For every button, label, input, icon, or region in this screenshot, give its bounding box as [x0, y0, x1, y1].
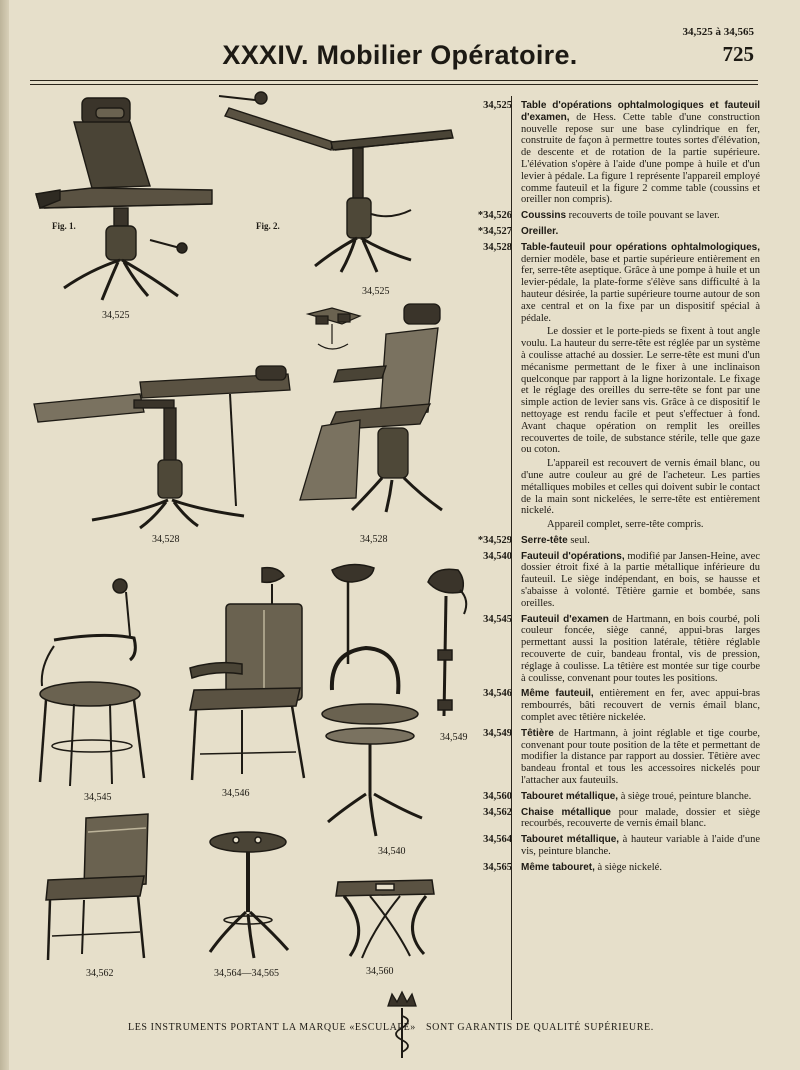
item-text: dernier modèle, base et partie supérieure entièrement en fer, serre-tête aseptique. Grâce à une pompe à huile et un levier-pédale, la plate-forme s'élève sans difficulté à la hauteur désirée, la partie supérieure tourne autour de son axe central et on la fixe par un dispositif spécial à pédale. — [521, 253, 760, 324]
page-number: 725 — [722, 42, 754, 66]
item-paragraph: Le dossier et le porte-pieds se fixent à tout angle voulu. La hauteur du serre-tête est réglée par un système à coulisse attaché au dossier. Le serre-tête est muni d'un mécanisme permettant de le fixer à une inclinaison quelconque par rapport à la ligne horizontale. Le fixage et le réglage des oreilles du serre-tête se font par une simple action de levier sans vis. Grâce à ce dispositif le nettoyage est rendu facile et peut s'effectuer à fond. Avant chaque opération on remplit les oreilles recouvertes de toile, de substance stérile, telle que gaze ou coton. — [521, 326, 760, 456]
item-text: à siège troué, peinture blanche. — [618, 790, 752, 802]
figure-caption: 34,546 — [222, 788, 250, 799]
list-item — [468, 614, 760, 685]
item-title: Serre-tête — [521, 534, 568, 546]
list-item — [468, 807, 760, 831]
item-number: 34,562 — [483, 806, 512, 818]
metal-chair-icon — [44, 812, 154, 964]
list-item — [468, 791, 760, 803]
item-title: Oreiller. — [521, 225, 559, 237]
list-item — [468, 551, 760, 610]
figure-caption: 34,525 — [102, 310, 130, 321]
item-number: 34,560 — [483, 790, 512, 802]
item-text: modifié par Jansen-Heine, avec dossier étroit fixé à la partie métallique inférieure du fauteuil. Le siège indépendant, en bois, se hausse et s'abaisse à volonté. Têtière garnie et bombée, sans oreilles. — [521, 550, 761, 609]
examination-chair-icon — [322, 560, 432, 846]
header-rule-thin — [30, 84, 758, 85]
item-title: Coussins — [521, 210, 567, 222]
operating-table-icon — [30, 360, 292, 538]
item-number: 34,546 — [483, 688, 512, 700]
item-paragraph: L'appareil est recouvert de vernis émail blanc, ou d'une autre couleur au gré de l'acheteur. Les parties métalliques mobiles et celles qui doivent subir le contact de la main sont nickelées, le serre-tête est entièrement nickelé. — [521, 458, 760, 517]
item-number: 34,540 — [483, 550, 512, 562]
figure-caption: 34,564—34,565 — [214, 968, 279, 979]
item-title: Têtière — [521, 727, 554, 739]
item-title: Table d'opérations ophtalmologiques et fauteuil d'examen, — [521, 100, 760, 123]
header-rule — [30, 80, 758, 81]
iron-armchair-icon — [186, 564, 312, 786]
figure-caption: 34,549 — [440, 732, 468, 743]
item-title: Tabouret métallique, — [521, 790, 619, 802]
adjustable-stool-icon — [204, 828, 294, 964]
item-text: de Hartmann, à joint réglable et tige courbe, convenant pour toute position de la tête et permettant de modifier la distance par rapport au dossier. Têtière avec bandeau frontal et tous les accessoires nickelés pour l'attacher aux fauteuils. — [521, 727, 760, 787]
ophthalmic-chair-icon — [30, 90, 220, 315]
figure-caption: 34,525 — [362, 286, 390, 297]
item-text: de Hartmann, en bois courbé, poli couleur foncée, siège canné, appui-bras larges permettant aussi la position latérale, têtière réglable recouverte de cuir, bandeau frontal, vis de pression, réglage à coulisse. La têtière est montée sur tige courbe à coulisse, convenant pour toutes les positions. — [521, 613, 760, 684]
page-range: 34,525 à 34,565 — [682, 26, 754, 38]
item-title: Même fauteuil, — [521, 688, 594, 700]
item-title: Chaise métallique — [521, 806, 611, 818]
item-text: de Hess. Cette table d'une construction nouvelle repose sur une base cylindrique en fer, construite de façon à permettre toutes sortes d'élévation, de descente et de rotation de la partie supérieure. L'élévation s'opère à l'aide d'une pompe à huile et d'un levier à pédale. La figure 1 représente l'appareil employé comme fauteuil et la figure 2 comme table (coussins et oreiller non compris). — [521, 111, 760, 206]
item-text: entièrement en fer, avec appui-bras rembourrés, bâti recouvert de vernis émail blanc, complet avec têtière nickelée. — [521, 688, 760, 724]
item-number: 34,528 — [483, 241, 512, 253]
list-item — [468, 210, 760, 222]
item-number: *34,526 — [477, 210, 512, 222]
list-item — [468, 226, 760, 238]
list-item — [468, 834, 760, 858]
item-title: Tabouret métallique, — [521, 834, 620, 846]
footer-left-text: LES INSTRUMENTS PORTANT LA MARQUE «ESCULAPE» — [128, 1022, 416, 1033]
item-text: recouverts de toile pouvant se laver. — [566, 210, 720, 222]
esculape-crown-serpent-logo — [384, 990, 420, 1062]
reclining-operating-chair-icon — [282, 300, 472, 530]
list-item — [468, 862, 760, 874]
footer-right-text: SONT GARANTIS DE QUALITÉ SUPÉRIEURE. — [426, 1022, 654, 1033]
bentwood-chair-icon — [34, 576, 164, 788]
item-text: seul. — [567, 534, 590, 546]
list-item — [468, 688, 760, 723]
item-paragraph: Appareil complet, serre-tête compris. — [547, 519, 704, 531]
list-item — [468, 100, 760, 206]
figure-caption: 34,528 — [152, 534, 180, 545]
page-title: XXXIV. Mobilier Opératoire. — [222, 40, 578, 70]
item-title: Fauteuil d'opérations, — [521, 550, 625, 562]
item-number: 34,525 — [483, 100, 512, 111]
metal-stool-icon — [330, 872, 440, 964]
figure-label: Fig. 2. — [256, 221, 280, 231]
list-item — [468, 242, 760, 531]
item-text: à siège nickelé. — [594, 861, 662, 873]
page-binding-edge — [0, 0, 9, 1070]
figure-caption: 34,545 — [84, 792, 112, 803]
item-number: 34,545 — [483, 613, 512, 625]
figure-caption: 34,528 — [360, 534, 388, 545]
ophthalmic-table-icon — [215, 88, 465, 293]
figure-caption: 34,560 — [366, 966, 394, 977]
item-title: Fauteuil d'examen — [521, 613, 609, 625]
item-number: 34,564 — [483, 834, 512, 846]
list-item — [468, 728, 760, 787]
item-number: *34,529 — [477, 534, 512, 546]
figure-caption: 34,540 — [378, 846, 406, 857]
item-list — [468, 100, 760, 878]
item-title: Même tabouret, — [521, 861, 595, 873]
item-text: pour malade, dossier et siège recourbés, recouverte de vernis émail blanc. — [521, 806, 761, 830]
item-number: *34,527 — [477, 225, 512, 237]
figure-label: Fig. 1. — [52, 221, 76, 231]
item-text: à hauteur variable à l'aide d'une vis, peinture blanche. — [521, 834, 760, 858]
item-number: 34,565 — [483, 861, 512, 873]
figure-caption: 34,562 — [86, 968, 114, 979]
item-number: 34,549 — [483, 727, 512, 739]
item-title: Table-fauteuil pour opérations ophtalmologiques, — [521, 241, 760, 253]
list-item — [468, 535, 760, 547]
